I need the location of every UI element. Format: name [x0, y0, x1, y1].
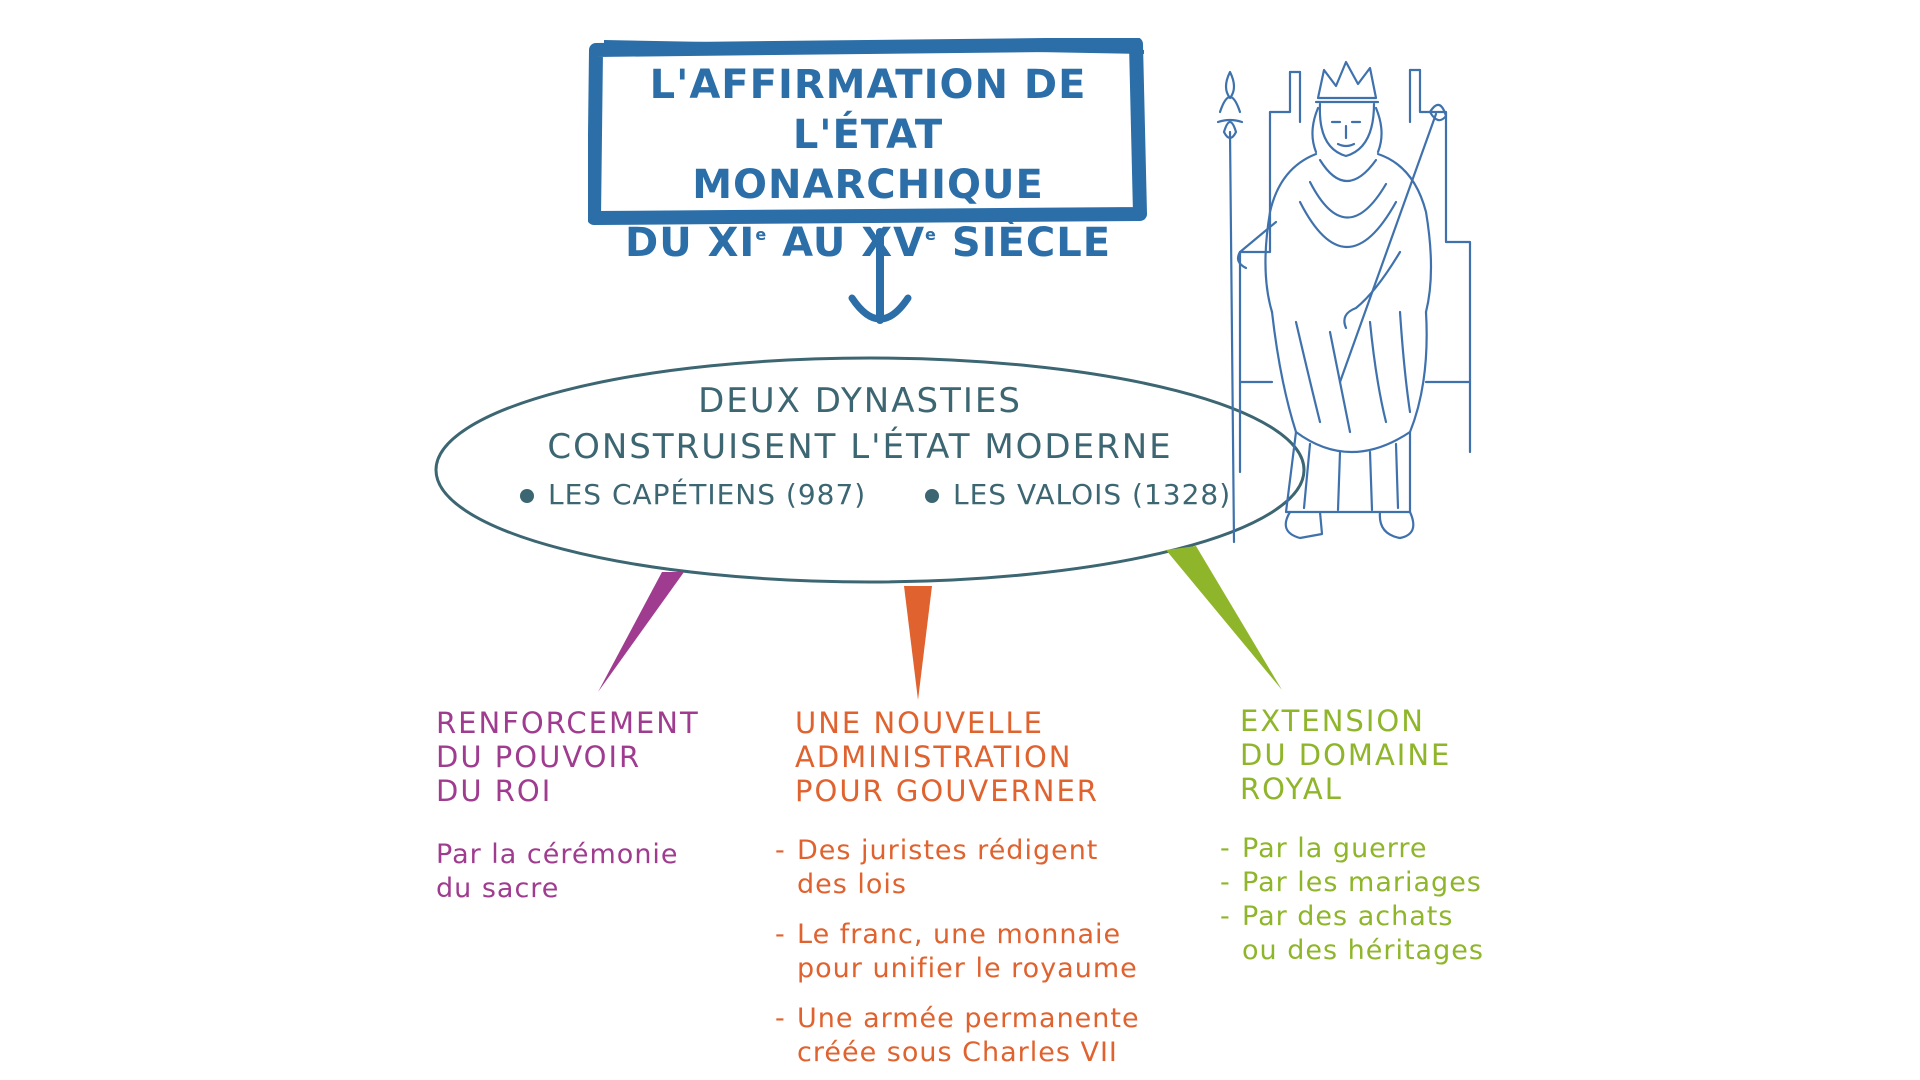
bullet-icon — [925, 489, 939, 503]
branch-title-line: DU ROI — [436, 774, 553, 808]
branch-item-armee: - Une armée permanente créée sous Charles VII — [775, 1003, 1140, 1068]
dynasty-valois: LES VALOIS (1328) — [925, 478, 1231, 511]
ellipse-line-1: DEUX DYNASTIES — [698, 381, 1022, 421]
branch-item-sacre: Par la cérémonie du sacre — [436, 839, 679, 904]
title-line-2: MONARCHIQUE — [692, 162, 1044, 208]
king-on-throne-illustration — [1200, 52, 1520, 572]
branch-title-line: DU POUVOIR — [436, 740, 642, 774]
branch-administration — [775, 706, 1140, 1070]
pointer-purple — [598, 572, 684, 692]
branch-item-juristes: - Des juristes rédigent des lois — [775, 835, 1099, 900]
branch-title-line: UNE NOUVELLE — [795, 706, 1045, 740]
branch-title-line: ROYAL — [1240, 772, 1343, 806]
dynasty-capetiens: LES CAPÉTIENS (987) — [520, 478, 866, 511]
branch-title-line: POUR GOUVERNER — [795, 774, 1099, 808]
branch-title-line: ADMINISTRATION — [795, 740, 1073, 774]
bullet-icon — [520, 489, 534, 503]
branch-pouvoir-roi — [436, 706, 700, 906]
ellipse-line-2: CONSTRUISENT L'ÉTAT MODERNE — [547, 427, 1173, 467]
branch-title-line: DU DOMAINE — [1240, 738, 1452, 772]
branch-item-guerre: - Par la guerre — [1220, 833, 1428, 864]
ellipse-heading — [470, 378, 1250, 470]
branch-title-line: EXTENSION — [1240, 704, 1425, 738]
title-line-1: L'AFFIRMATION DE L'ÉTAT — [649, 62, 1087, 158]
branch-item-achats: - Par des achats ou des héritages — [1220, 901, 1484, 966]
title-line-3: DU XIe AU XVe SIÈCLE — [624, 220, 1112, 266]
pointer-orange — [904, 586, 932, 700]
branch-title-line: RENFORCEMENT — [436, 706, 700, 740]
branch-domaine-royal — [1220, 704, 1484, 968]
branch-item-mariages: - Par les mariages — [1220, 867, 1482, 898]
branch-item-franc: - Le franc, une monnaie pour unifier le royaume — [775, 919, 1138, 984]
